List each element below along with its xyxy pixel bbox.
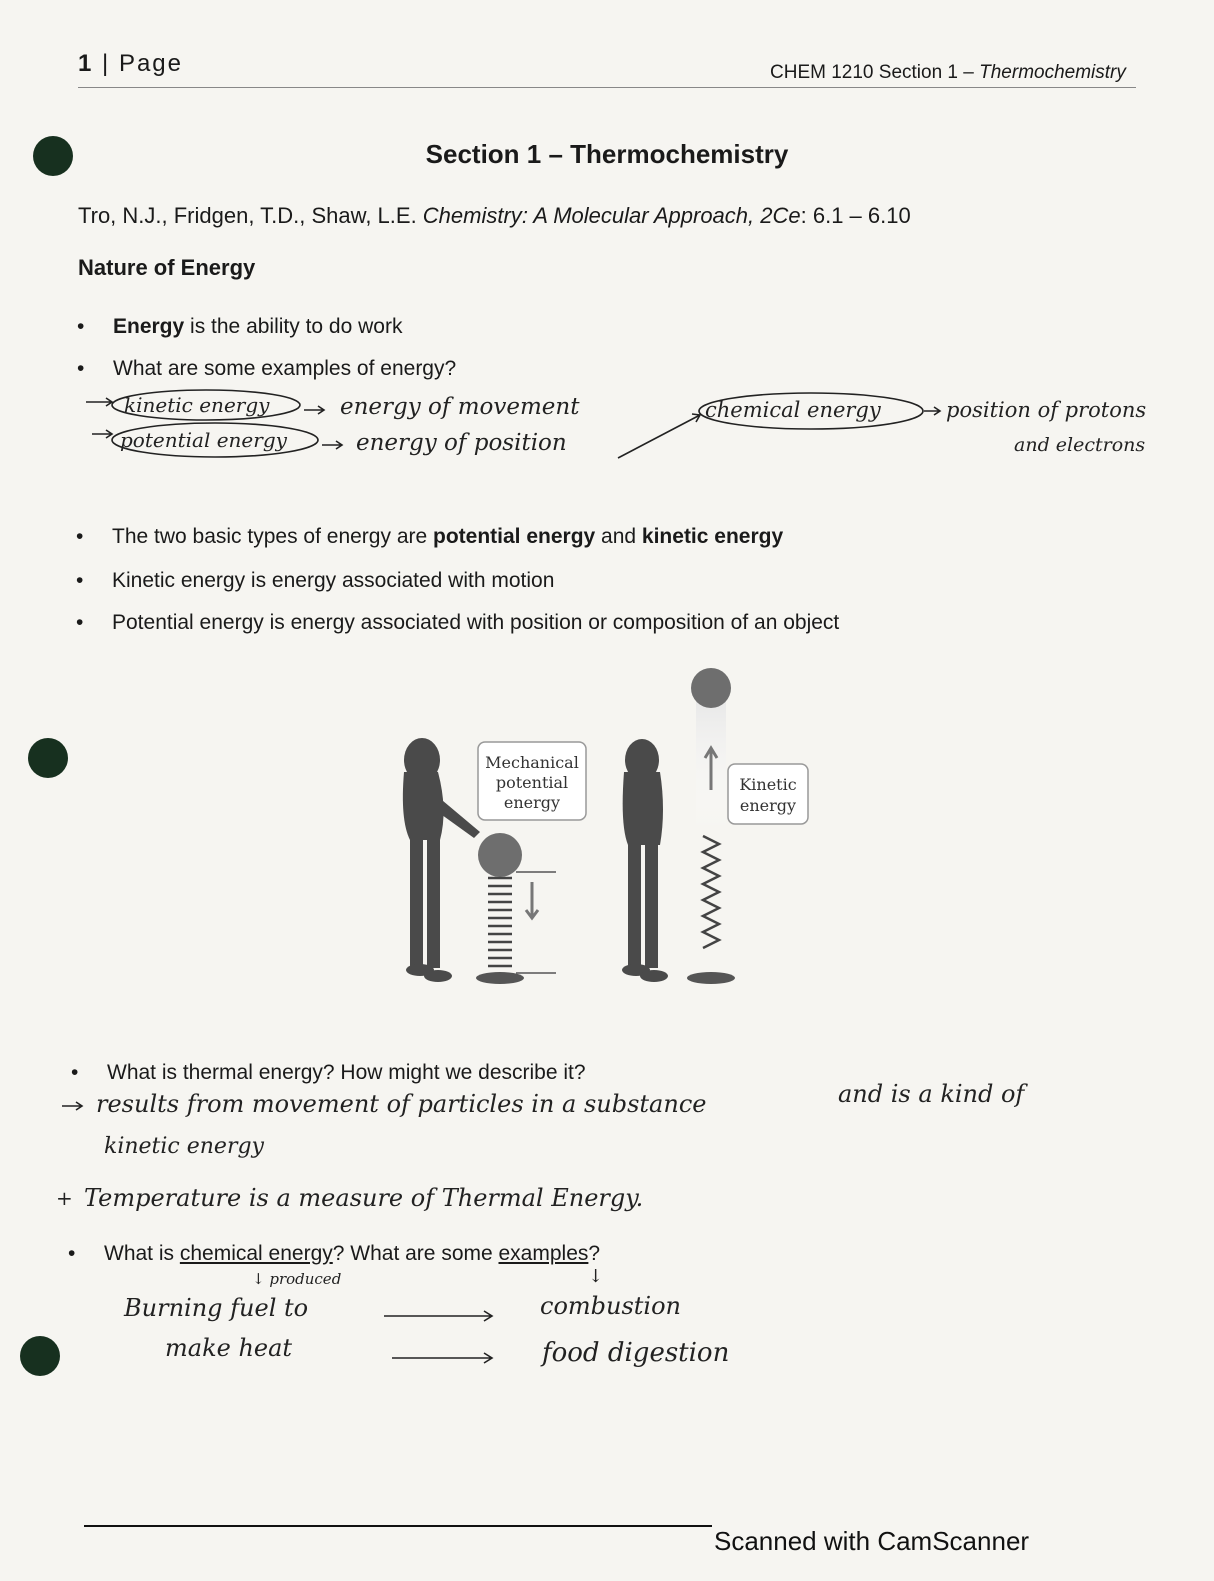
page-word: Page	[118, 50, 183, 77]
spring-compressed	[488, 878, 512, 966]
chem-q-examples: examples	[498, 1242, 589, 1265]
types-potential: potential energy	[433, 525, 596, 548]
thermal-note-marker: +	[56, 1186, 73, 1210]
bullet-energy-types	[112, 525, 783, 549]
bullet-energy-rest: is the ability to do work	[184, 315, 403, 338]
note-potential: potential energy	[120, 428, 287, 452]
thermal-answer-1: results from movement of particles in a substance	[96, 1090, 707, 1118]
bullet-energy-bold: Energy	[113, 315, 185, 338]
ball-launched	[691, 668, 731, 708]
note-kinetic: kinetic energy	[124, 393, 270, 417]
ref-book: Chemistry	[422, 203, 522, 228]
chem-produced-note: ↓ produced	[252, 1270, 342, 1288]
bullet-potential-definition: • Potential energy is energy associated with position or composition of an object	[112, 611, 839, 635]
types-kinetic: kinetic energy	[641, 525, 784, 548]
types-text-a: The two basic types of energy are	[112, 525, 433, 548]
note-chemical-def: position of protons	[946, 398, 1147, 422]
thermal-arrow	[60, 1096, 90, 1116]
scanner-watermark: Scanned with CamScanner	[714, 1526, 1030, 1556]
bullet-thermal-question: • What is thermal energy? How might we describe it?	[107, 1061, 586, 1085]
energy-figure	[370, 660, 797, 1000]
chem-q-e: ?	[588, 1242, 601, 1265]
ref-sections: : 6.1 – 6.10	[800, 203, 911, 228]
punch-hole	[28, 738, 68, 778]
notes-arrows	[0, 0, 1200, 500]
bullet-chemical-question	[104, 1242, 600, 1266]
page-number-digit: 1	[78, 50, 94, 77]
bullet-energy-examples: • What are some examples of energy?	[113, 357, 456, 381]
page-title: Section 1 – Thermochemistry	[425, 139, 789, 169]
mech-label-line-1: Mechanical	[485, 753, 579, 772]
chem-q-c: ? What are some	[332, 1242, 499, 1265]
header-topic: Thermochemistry	[979, 62, 1126, 83]
note-chemical-def-2: and electrons	[1014, 434, 1146, 456]
page-number-separator: |	[93, 50, 119, 77]
chem-right-combustion: combustion	[540, 1292, 682, 1320]
chem-right-digestion: food digestion	[542, 1338, 730, 1368]
ref-authors: Tro, N.J., Fridgen, T.D., Shaw, L.E.	[78, 203, 423, 228]
chem-arrows	[380, 1300, 510, 1370]
types-text-c: and	[595, 525, 642, 548]
note-potential-def: energy of position	[356, 430, 567, 456]
chem-produced-word: produced	[269, 1270, 342, 1288]
mech-label-line-3: energy	[503, 793, 561, 812]
chem-left-1: Burning fuel to	[124, 1294, 309, 1322]
ball-compressed	[478, 833, 522, 877]
mech-label-line-2: potential	[495, 773, 569, 792]
kinetic-label-box	[728, 764, 808, 824]
bullet-kinetic-definition: • Kinetic energy is energy associated with motion	[112, 569, 554, 593]
person-left	[403, 738, 480, 982]
note-kinetic-def: energy of movement	[340, 394, 580, 420]
note-chemical: chemical energy	[705, 398, 881, 422]
chem-q-chemical-energy: chemical energy	[179, 1242, 333, 1265]
section-heading: Nature of Energy	[78, 255, 256, 280]
footer-rule	[84, 1525, 712, 1527]
kinetic-label-line-2: energy	[739, 796, 797, 815]
ref-book-sub: : A Molecular Approach, 2Ce	[521, 203, 801, 228]
punch-hole	[20, 1336, 60, 1376]
chem-left-2: make heat	[165, 1334, 293, 1362]
person-right	[622, 739, 668, 982]
kinetic-label-line-1: Kinetic	[739, 775, 797, 794]
thermal-answer-2: kinetic energy	[104, 1134, 264, 1159]
thermal-temperature-note: Temperature is a measure of Thermal Energy.	[84, 1184, 644, 1212]
thermal-answer-1b: and is a kind of	[838, 1080, 1025, 1108]
chem-q-a: What is	[104, 1242, 180, 1265]
spring-extended	[703, 836, 719, 948]
chem-examples-arrow: ↓	[588, 1266, 604, 1287]
header-course: CHEM 1210 Section 1 –	[770, 62, 980, 83]
